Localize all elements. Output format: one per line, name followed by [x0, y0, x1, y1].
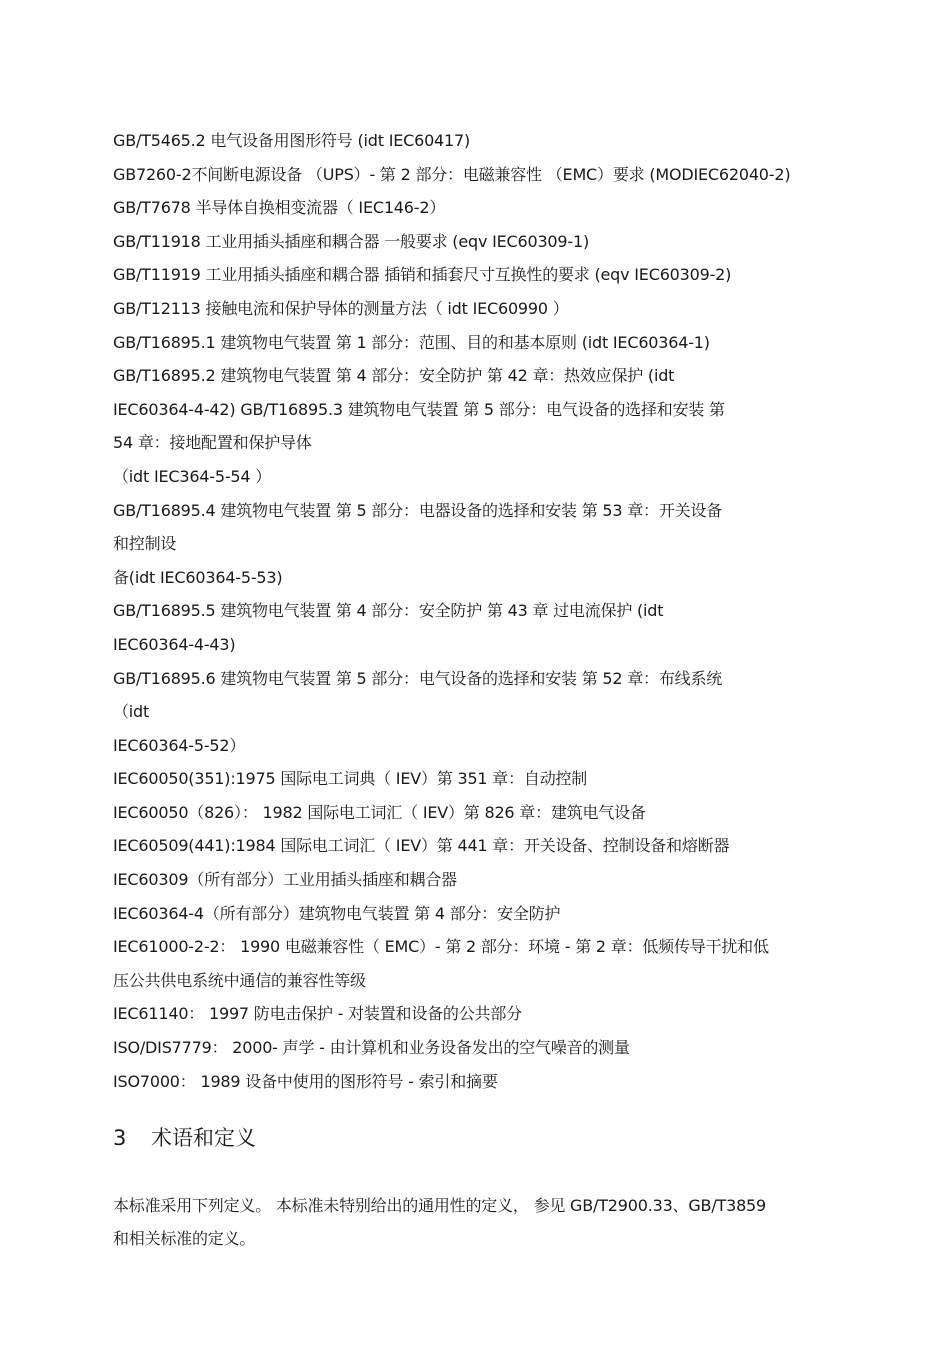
- reference-line: IEC60509(441):1984 国际电工词汇（ IEV）第 441 章：开关设备、控制设备和熔断器: [113, 836, 730, 856]
- definitions-paragraph: [113, 1189, 853, 1255]
- reference-line: GB/T16895.1 建筑物电气装置 第 1 部分：范围、目的和基本原则 (idt IEC60364-1): [113, 332, 710, 352]
- reference-line: ISO/DIS7779： 2000- 声学 - 由计算机和业务设备发出的空气噪音的测量: [113, 1038, 630, 1058]
- reference-line: ISO7000： 1989 设备中使用的图形符号 - 索引和摘要: [113, 1071, 498, 1091]
- paragraph-line: 本标准采用下列定义。 本标准未特别给出的通用性的定义， 参见 GB/T2900.33、GB/T3859: [113, 1196, 767, 1215]
- reference-line: GB/T5465.2 电气设备用图形符号 (idt IEC60417): [113, 131, 471, 150]
- reference-line: GB/T16895.4 建筑物电气装置 第 5 部分：电器设备的选择和安装 第 53 章：开关设备: [113, 500, 723, 520]
- reference-line: IEC61000-2-2： 1990 电磁兼容性（ EMC）- 第 2 部分：环境 - 第 2 章：低频传导干扰和低: [113, 937, 769, 957]
- reference-line: IEC60364-4（所有部分）建筑物电气装置 第 4 部分：安全防护: [113, 903, 561, 923]
- section-title: 术语和定义: [151, 1126, 256, 1150]
- reference-line: GB/T7678 半导体自换相变流器（ IEC146-2）: [113, 198, 446, 218]
- paragraph-line: 和相关标准的定义。: [113, 1229, 256, 1248]
- reference-line: 备(idt IEC60364-5-53): [113, 567, 283, 587]
- section-heading: [113, 1120, 256, 1156]
- reference-line: IEC60050（826）： 1982 国际电工词汇（ IEV）第 826 章：建筑电气设备: [113, 802, 646, 822]
- reference-line: IEC60364-5-52）: [113, 735, 246, 755]
- reference-list: [113, 124, 848, 1098]
- reference-line: 54 章：接地配置和保护导体: [113, 433, 312, 453]
- reference-line: GB/T11919 工业用插头插座和耦合器 插销和插套尺寸互换性的要求 (eqv IEC60309-2): [113, 265, 732, 285]
- reference-line: 压公共供电系统中通信的兼容性等级: [113, 970, 366, 990]
- reference-line: IEC60364-4-42) GB/T16895.3 建筑物电气装置 第 5 部分：电气设备的选择和安装 第: [113, 399, 725, 419]
- reference-line: （idt IEC364-5-54 ）: [113, 466, 272, 486]
- section-number: 3: [113, 1126, 127, 1150]
- reference-line: GB/T11918 工业用插头插座和耦合器 一般要求 (eqv IEC60309-1): [113, 231, 589, 251]
- reference-line: GB/T16895.2 建筑物电气装置 第 4 部分：安全防护 第 42 章：热效应保护 (idt: [113, 366, 675, 386]
- reference-line: GB7260-2不间断电源设备 （UPS）- 第 2 部分：电磁兼容性 （EMC）要求 (MODIEC62040-2): [113, 164, 791, 184]
- reference-line: IEC60309（所有部分）工业用插头插座和耦合器: [113, 870, 457, 890]
- reference-line: （idt: [113, 702, 150, 722]
- reference-line: IEC61140： 1997 防电击保护 - 对装置和设备的公共部分: [113, 1004, 522, 1024]
- reference-line: IEC60050(351):1975 国际电工词典（ IEV）第 351 章：自动控制: [113, 769, 588, 789]
- reference-line: 和控制设: [113, 534, 177, 554]
- reference-line: GB/T16895.5 建筑物电气装置 第 4 部分：安全防护 第 43 章 过电流保护 (idt: [113, 601, 664, 621]
- reference-line: IEC60364-4-43): [113, 634, 236, 654]
- reference-line: GB/T16895.6 建筑物电气装置 第 5 部分：电气设备的选择和安装 第 52 章：布线系统: [113, 668, 723, 688]
- reference-line: GB/T12113 接触电流和保护导体的测量方法（ idt IEC60990 ）: [113, 298, 569, 318]
